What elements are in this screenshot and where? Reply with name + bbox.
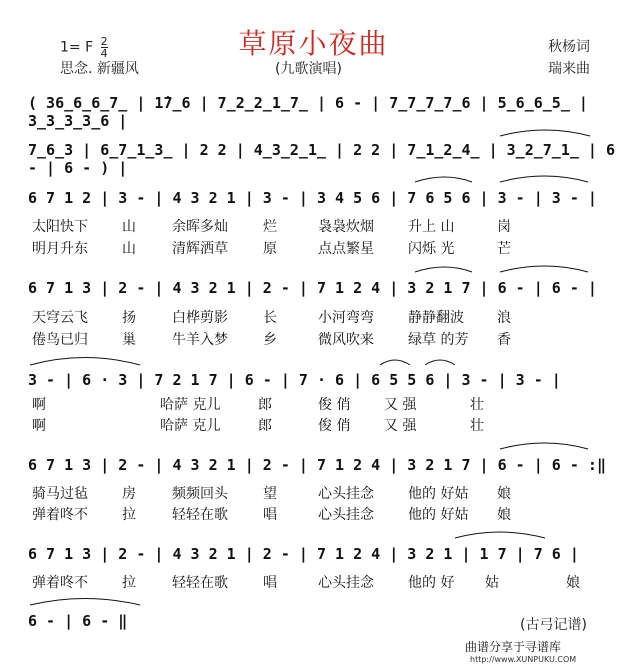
lyric: 山: [122, 241, 136, 257]
lyric: 频频回头: [172, 486, 228, 502]
lyric: 娘: [497, 486, 511, 502]
footer-share-note: 曲谱分享于寻谱库: [465, 640, 562, 654]
lyric: 郎: [258, 397, 272, 413]
notation-row-1: ( 36̲6̲6̲7̲ | 1̇7̲6 | 7̲2̲2̲1̲7̲ | 6 - | 7̲7̲7̲7̲6 | 5̲6̲6̲5̲ | 3̲3̲3̲3̲6 |: [28, 94, 588, 130]
lyric: 俊 俏: [318, 418, 351, 434]
tie-arc: [30, 599, 140, 606]
lyric: 天穹云飞: [32, 310, 88, 326]
lyric: 余晖多灿: [172, 219, 228, 235]
lyric: 扬: [122, 310, 136, 326]
lyric: 房: [122, 486, 136, 502]
lyric: 轻轻在歌: [172, 507, 228, 523]
lyric: 他的 好姑: [408, 507, 469, 523]
lyric: 姑: [485, 575, 499, 591]
lyric: 骑马过毡: [32, 486, 88, 502]
slur-arc: [425, 360, 455, 365]
lyric: 香: [497, 332, 511, 348]
tie-arc: [500, 266, 588, 272]
lyric: 娘: [497, 507, 511, 523]
notation-row-7: 6 7 1 3 | 2 - | 4 3 2 1 | 2 - | 7 1 2 4 | 3 2 1 | 1 7 | 7 6 |: [28, 545, 579, 563]
notation-row-4: 6 7 1 3 | 2 - | 4 3 2 1 | 2 - | 7 1 2 4 | 3 2 1 7 | 6 - | 6 - |: [28, 279, 597, 297]
tie-arc: [500, 443, 588, 449]
lyric: 岗: [497, 219, 511, 235]
lyricist: 秋杨词: [548, 39, 590, 55]
lyric: 他的 好: [408, 575, 455, 591]
tie-arc: [500, 176, 588, 182]
composer: 瑞来曲: [548, 61, 590, 77]
lyric: 白桦剪影: [172, 310, 228, 326]
lyric: 轻轻在歌: [172, 575, 228, 591]
lyric: 心头挂念: [318, 575, 374, 591]
song-title: 草原小夜曲: [238, 27, 389, 60]
mood-marking: 思念. 新疆风: [60, 61, 139, 77]
lyric: 原: [263, 241, 277, 257]
footer-url[interactable]: http://www.XUNPUKU.COM: [470, 655, 577, 664]
lyric: 唱: [263, 575, 277, 591]
lyric: 心头挂念: [318, 486, 374, 502]
lyric: 长: [263, 310, 277, 326]
key-label: 1= F: [60, 39, 94, 56]
lyric: 微风吹来: [318, 332, 374, 348]
lyric: 哈萨 克儿: [160, 397, 221, 413]
lyric: 山: [122, 219, 136, 235]
lyric: 明月升东: [32, 241, 88, 257]
lyric: 壮: [470, 397, 484, 413]
lyric: 拉: [122, 507, 136, 523]
lyric: 乡: [263, 332, 277, 348]
notation-row-8: 6 - | 6 - ‖: [28, 612, 128, 630]
slur-arc: [415, 177, 472, 182]
lyric: 太阳快下: [32, 219, 88, 235]
lyric: 弹着咚不: [32, 507, 88, 523]
lyric: 升上 山: [408, 219, 455, 235]
lyric: 袅袅炊烟: [318, 219, 374, 235]
lyric: 牛羊入梦: [172, 332, 228, 348]
notation-row-3: 6 7 1 2 | 3 - | 4 3 2 1 | 3 - | 3 4 5 6 | 7 6 5 6 | 3 - | 3 - |: [28, 189, 597, 207]
lyric: 望: [263, 486, 277, 502]
lyric: 心头挂念: [318, 507, 374, 523]
notation-row-6: 6 7 1 3 | 2 - | 4 3 2 1 | 2 - | 7 1 2 4 | 3 2 1 7 | 6 - | 6 - :‖: [28, 456, 606, 474]
lyric: 清辉洒草: [172, 241, 228, 257]
lyric: 巢: [122, 332, 136, 348]
slur-arc: [455, 532, 545, 538]
lyric: 哈萨 克儿: [160, 418, 221, 434]
slur-arc: [415, 267, 472, 272]
notation-row-5: 3 - | 6 · 3 | 7 2 1 7 | 6 - | 7 · 6 | 6 5 5 6 | 3 - | 3 - |: [28, 371, 561, 389]
lyric: 啊: [32, 397, 46, 413]
lyric: 壮: [470, 418, 484, 434]
lyric: 又 强: [384, 397, 417, 413]
lyric: 倦鸟已归: [32, 332, 88, 348]
lyric: 郎: [258, 418, 272, 434]
tie-arc: [500, 130, 590, 136]
lyric: 静静翻波: [408, 310, 464, 326]
lyric: 闪烁 光: [408, 241, 455, 257]
lyric: 拉: [122, 575, 136, 591]
tie-arc: [30, 358, 140, 366]
lyric: 烂: [263, 219, 277, 235]
lyric: 绿草 的芳: [408, 332, 469, 348]
lyric: 啊: [32, 418, 46, 434]
lyric: 唱: [263, 507, 277, 523]
lyric: 俊 俏: [318, 397, 351, 413]
lyric: 小河弯弯: [318, 310, 374, 326]
performer-subtitle: (九歌演唱): [275, 61, 342, 77]
lyric: 点点繁星: [318, 241, 374, 257]
lyric: 弹着咚不: [32, 575, 88, 591]
notation-row-2: 7̲6̲3 | 6̲7̲1̲3̲ | 2 2 | 4̲3̲2̲1̲ | 2 2 | 7̲1̲2̲4̲ | 3̲2̲7̲1̲ | 6 - | 6 - ) |: [28, 141, 615, 177]
lyric: 他的 好姑: [408, 486, 469, 502]
transcriber-credit: (古弓记谱): [520, 617, 587, 633]
lyric: 芒: [497, 241, 511, 257]
time-numerator: 2: [100, 35, 108, 48]
time-denominator: 4: [100, 47, 108, 60]
lyric: 浪: [497, 310, 511, 326]
lyric: 娘: [566, 575, 580, 591]
lyric: 又 强: [384, 418, 417, 434]
slur-arc: [380, 360, 410, 365]
